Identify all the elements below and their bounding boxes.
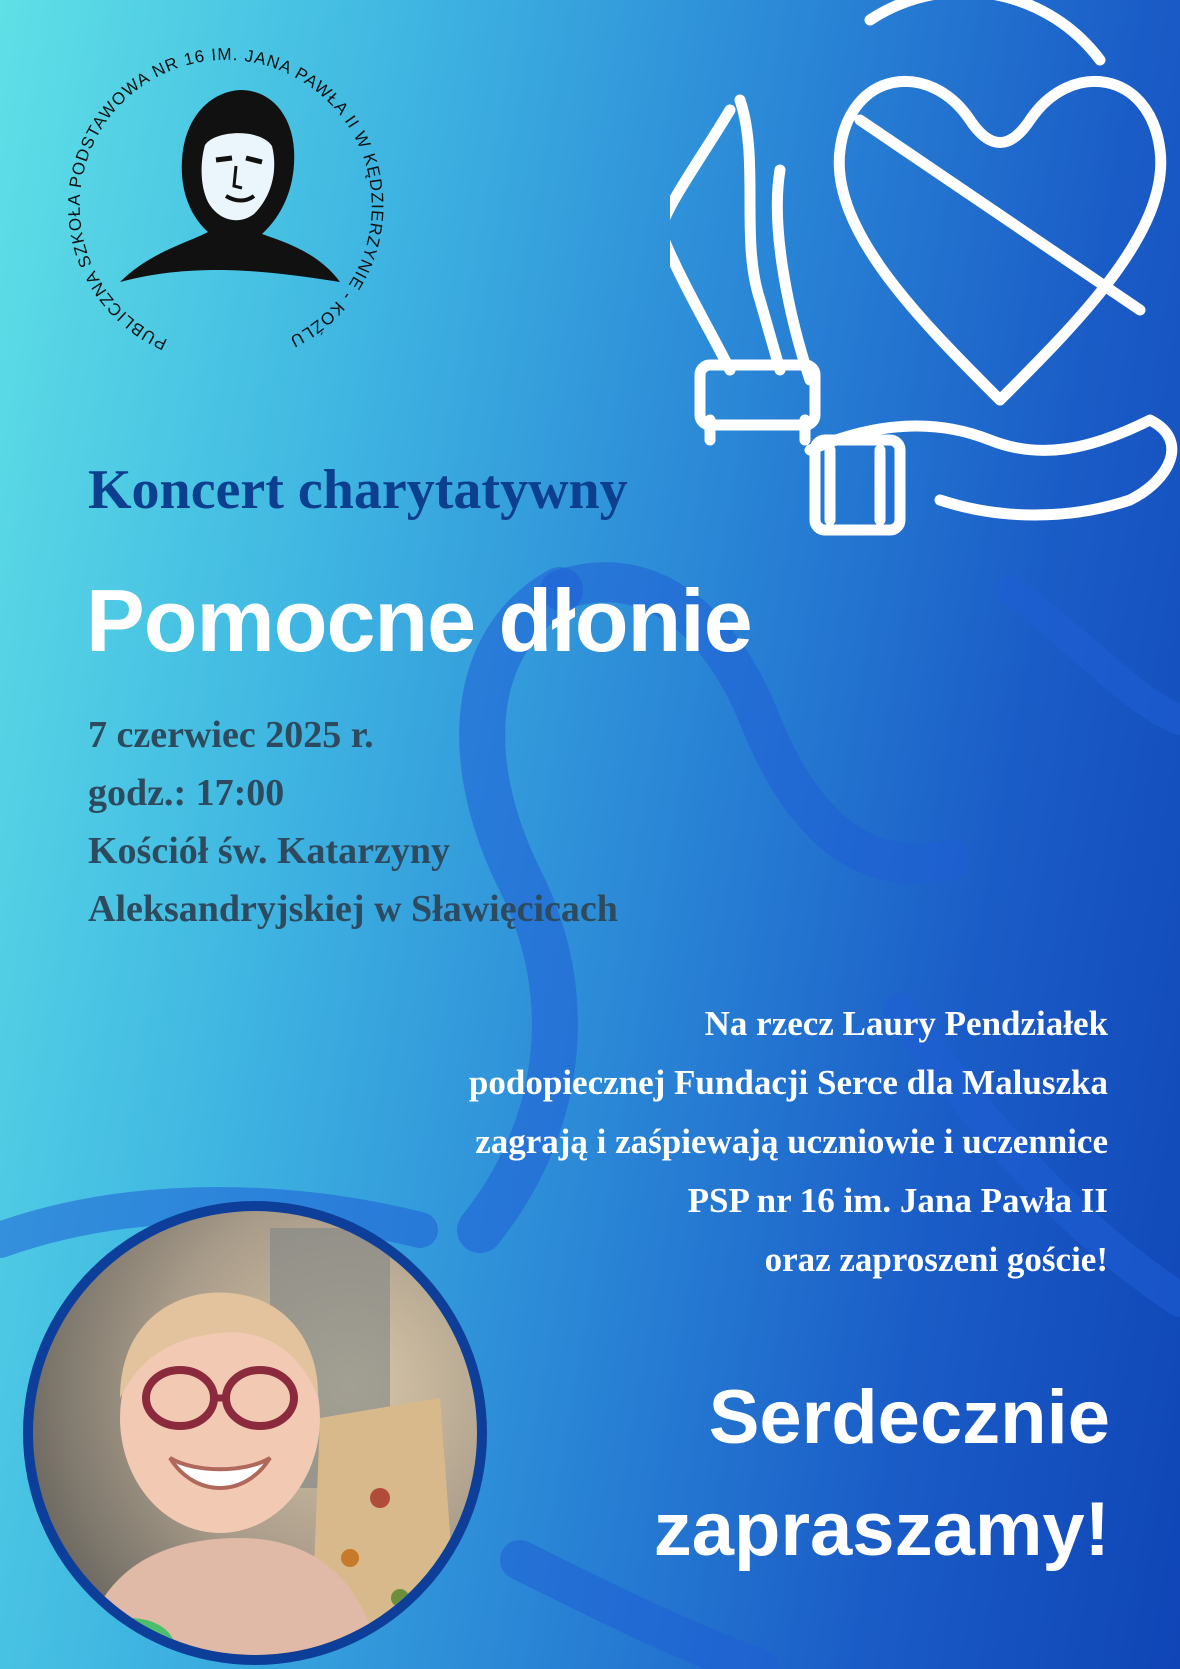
invitation	[654, 1362, 1110, 1586]
event-details	[88, 706, 618, 938]
event-venue-line2: Aleksandryjskiej w Sławięcicach	[88, 888, 618, 930]
hands-holding-heart-icon	[670, 0, 1180, 560]
charity-line1: Na rzecz Laury Pendziałek	[704, 1004, 1108, 1043]
charity-description	[469, 994, 1108, 1289]
school-name-ring: PUBLICZNA SZKOŁA PODSTAWOWA NR 16 IM. JANA PAWŁA II W KĘDZIERZYNIE - KOŹLU	[64, 44, 387, 354]
invite-line2: zapraszamy!	[653, 1487, 1110, 1572]
event-subtitle: Koncert charytatywny	[88, 459, 628, 521]
child-portrait-photo	[20, 1198, 490, 1668]
invite-line1: Serdecznie	[708, 1375, 1110, 1460]
event-time: godz.: 17:00	[88, 772, 285, 814]
charity-line4: PSP nr 16 im. Jana Pawła II	[687, 1181, 1108, 1220]
event-title: Pomocne dłonie	[86, 571, 752, 670]
charity-line2: podopiecznej Fundacji Serce dla Maluszka	[468, 1063, 1108, 1102]
event-venue-line1: Kościół św. Katarzyny	[88, 830, 451, 872]
pope-portrait-icon	[120, 90, 340, 282]
charity-line3: zagrają i zaśpiewają uczniowie i uczennice	[475, 1122, 1108, 1161]
school-emblem	[40, 20, 410, 390]
charity-line5: oraz zaproszeni goście!	[764, 1240, 1108, 1279]
event-date: 7 czerwiec 2025 r.	[88, 714, 374, 756]
